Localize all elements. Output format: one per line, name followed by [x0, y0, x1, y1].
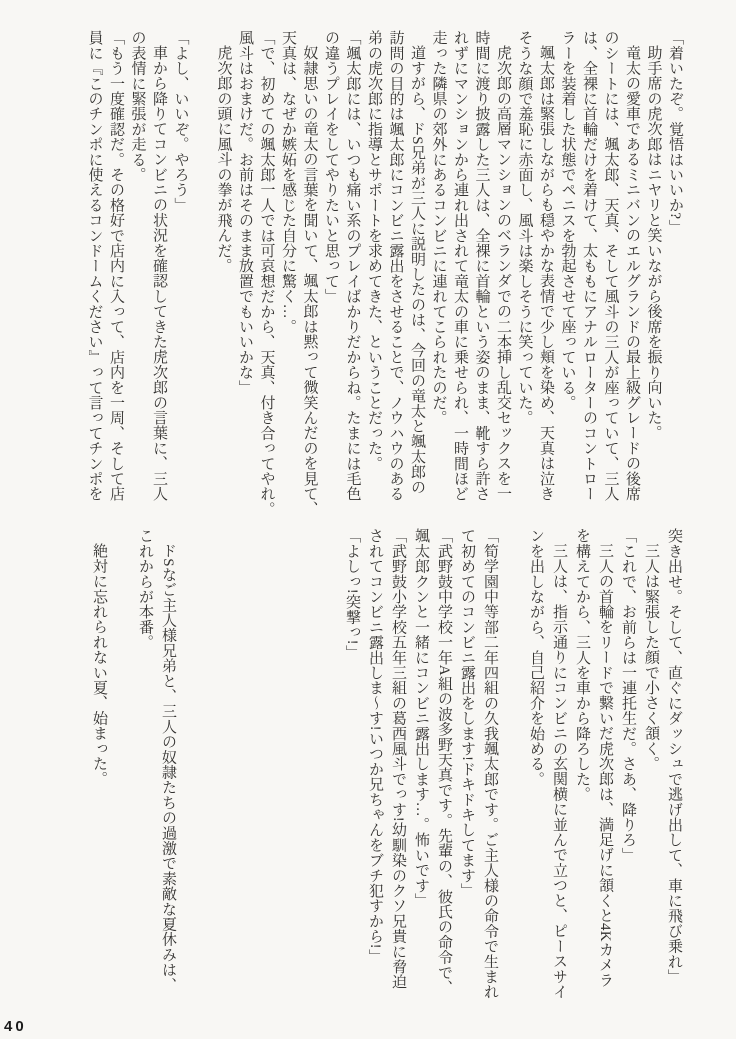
- text-line: 突き出せ。そして、直ぐにダッシュで逃げ出して、車に飛び乗れ」: [666, 528, 682, 985]
- text-line: 絶対に忘れられない夏、始まった。: [91, 543, 107, 787]
- text-line: 虎次郎の高層マンションのベランダでの二本挿し乱交セックスを一: [495, 45, 511, 501]
- text-line: そうな顔で羞恥に赤面し、風斗は楽しそうに笑っていた。: [516, 30, 533, 426]
- text-line: て初めてのコンビニ露出をします!ドキドキしてます」: [459, 528, 475, 898]
- text-line: 「颯太郎には、いつも痛い系のプレイばかりだからね。たまには毛色: [344, 30, 361, 502]
- text-line: 員に『このチンポに使えるコンドームください』って言ってチンポを: [86, 30, 103, 502]
- text-line: れずにマンションから連れ出されて竜太の車に乗せられ、一時間ほど: [452, 30, 468, 502]
- text-line: 「で、初めての颯太郎一人では可哀想だから、天真、付き合ってやれ。: [258, 30, 275, 517]
- blank-line: [202, 528, 225, 1036]
- blank-line: [110, 528, 133, 1036]
- blank-line: [501, 528, 524, 1036]
- text-line: 天真は、なぜか嫉妬を感じた自分に驚く…。: [280, 30, 296, 334]
- text-line: を構えてから、三人を車から降ろした。: [574, 528, 590, 802]
- text-line: 道すがら、ドS兄弟が三人に説明したのは、今回の竜太と颯太郎の: [409, 45, 425, 495]
- blank-line: [271, 528, 294, 1036]
- text-line: の表情に緊張が走る。: [129, 30, 146, 182]
- text-line: 虎次郎の頭に風斗の拳が飛んだ。: [215, 45, 232, 273]
- blank-line: [317, 528, 340, 1036]
- blank-line: [191, 30, 213, 527]
- text-line: 「着いたぞ。覚悟はいいか?」: [667, 30, 683, 235]
- blank-line: [248, 528, 271, 1036]
- text-line: 助手席の虎次郎はニヤリと笑いながら後席を振り向いた。: [645, 45, 662, 441]
- text-line: 時間に渡り披露した三人は、全裸に首輪という姿のまま、靴すら許さ: [473, 30, 490, 502]
- page-number: 40: [4, 1018, 27, 1035]
- text-line: 「よしっ!突撃っ!」: [344, 528, 360, 660]
- text-line: 奴隷思いの竜太の言葉を聞いて、颯太郎は黙って微笑んだのを見て、: [301, 45, 318, 517]
- text-line: ラーを装着した状態でペニスを勃起させて座っている。: [559, 30, 576, 410]
- top-text-block: [83, 30, 685, 527]
- text-line: 「もう一度確認だ。その格好で店内に入って、店内を一周、そして店: [108, 30, 124, 502]
- text-line: 三人の首輪をリードで繋いだ虎次郎は、満足げに頷くと4Kカメラ: [597, 543, 613, 988]
- text-line: 「筍学園中等部二年四組の久我颯太郎です。ご主人様の命令で生まれ: [482, 528, 498, 1000]
- text-line: 颯太郎クンと一緒にコンビニ露出します…。怖いです」: [413, 528, 429, 908]
- text-line: ドSなご主人様兄弟と、三人の奴隷たちの過激で素敵な夏休みは、: [160, 543, 176, 993]
- text-line: ンを出しながら、自己紹介を始める。: [528, 528, 544, 787]
- text-line: 訪問の目的は颯太郎にコンビニ露出をさせることで、ノウハウのある: [387, 30, 404, 502]
- text-line: 「よし、いいぞ。やろう」: [172, 30, 189, 213]
- text-line: 「これで、お前らは一連托生だ。さあ、降りろ」: [620, 528, 636, 863]
- text-line: は、全裸に首輪だけを着けて、太ももにアナルローターのコントロー: [581, 30, 597, 502]
- text-line: のシートには、颯太郎、天真、そして風斗の三人が座っていて、三人: [602, 30, 619, 502]
- text-line: 風斗はおまけだ。お前はそのまま放置でもいいかな」: [237, 30, 253, 395]
- text-line: されてコンビニ露出しま〜す!いつか兄ちゃんをブチ犯すから!」: [367, 528, 383, 964]
- text-line: 車から降りてコンビニの状況を確認してきた虎次郎の言葉に、三人: [151, 45, 167, 501]
- text-line: 走った隣県の郊外にあるコンビニに連れてこられたのだ。: [430, 30, 447, 426]
- text-line: 竜太の愛車であるミニバンのエルグランドの最上級グレードの後席: [624, 45, 640, 501]
- text-line: 「武野鼓小学校五年三組の葛西風斗でっす!幼馴染のクソ兄貴に脅迫: [390, 528, 406, 990]
- bottom-text-block: [87, 528, 685, 1036]
- blank-line: [294, 528, 317, 1036]
- text-line: 颯太郎は緊張しながらも穏やかな表情で少し頬を染め、天真は泣き: [538, 45, 554, 502]
- text-line: 三人は緊張した顔で小さく頷く。: [643, 543, 659, 771]
- text-line: 「武野鼓中学校一年A組の波多野天真です。先輩の、彼氏の命令で、: [436, 528, 452, 996]
- blank-line: [225, 528, 248, 1036]
- text-line: 三人は、指示通りにコンビニの玄関横に並んで立つと、ピースサイ: [551, 543, 567, 999]
- text-line: 弟の虎次郎に指導とサポートを求めてきた、ということだった。: [366, 30, 382, 471]
- text-line: の違うプレイをしてやりたいと思って」: [323, 30, 339, 304]
- text-line: これからが本番。: [137, 528, 153, 650]
- blank-line: [179, 528, 202, 1036]
